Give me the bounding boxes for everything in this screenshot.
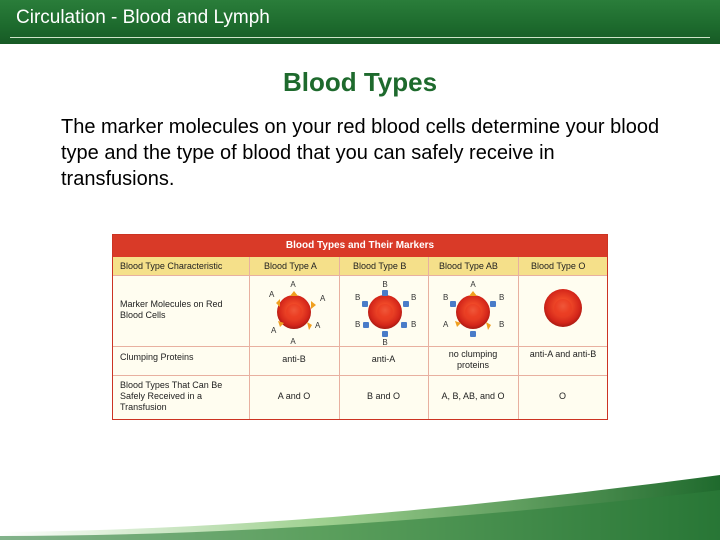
marker-a-icon [276, 299, 280, 307]
cell-clumping-ab: no clumping proteins [448, 349, 498, 370]
section-title-sub: - Blood and Lymph [105, 7, 270, 28]
svg-text:A: A [290, 337, 296, 346]
blood-types-table [112, 234, 608, 420]
table-header-type-o: Blood Type O [531, 261, 586, 271]
svg-text:B: B [355, 320, 361, 329]
cell-safe-ab: A, B, AB, and O [441, 391, 505, 401]
slide-title: Blood Types [282, 67, 438, 97]
marker-a-icon [307, 322, 312, 330]
svg-text:A: A [269, 290, 275, 299]
marker-a-icon [290, 291, 298, 296]
svg-text:B: B [382, 280, 388, 289]
svg-text:A: A [315, 321, 321, 330]
svg-text:A: A [470, 280, 476, 289]
svg-text:A: A [271, 326, 277, 335]
table-title: Blood Types and Their Markers [113, 235, 607, 257]
cell-safe-a: A and O [277, 391, 311, 401]
cell-clumping-a: anti-B [282, 354, 306, 364]
svg-text:B: B [355, 293, 361, 302]
cell-safe-o: O [558, 391, 566, 401]
table-header-type-b: Blood Type B [353, 261, 407, 271]
section-title-main: Circulation [16, 7, 106, 28]
red-blood-cells-illustration [249, 275, 607, 346]
table-header-type-ab: Blood Type AB [439, 261, 498, 271]
marker-a-icon [311, 301, 316, 309]
blood-cell-type-ab [443, 280, 504, 337]
body-text: The marker molecules on your red blood cells determine your blood type and the type of blood that you can safely receive in transfusions. [61, 116, 660, 190]
blood-cell-type-a [269, 280, 326, 346]
row-divider [113, 346, 607, 347]
table-header-characteristic: Blood Type Characteristic [120, 261, 223, 271]
svg-text:B: B [499, 293, 505, 302]
svg-text:B: B [443, 293, 449, 302]
svg-text:A: A [443, 320, 449, 329]
footer-band [0, 470, 720, 540]
section-title [16, 7, 270, 29]
blood-cell-type-b [355, 280, 416, 346]
svg-text:B: B [499, 320, 505, 329]
table-header-type-a: Blood Type A [264, 261, 317, 271]
blood-cell-type-o [544, 289, 582, 327]
cell-clumping-b: anti-A [371, 354, 396, 364]
cell-clumping-o: anti-A and anti-B [529, 349, 597, 359]
svg-text:A: A [320, 294, 326, 303]
row-label-clumping-proteins: Clumping Proteins [120, 352, 194, 362]
header-divider [10, 37, 710, 38]
row-divider [113, 375, 607, 376]
header-band [0, 0, 720, 44]
cell-safe-b: B and O [366, 391, 401, 401]
svg-text:B: B [382, 338, 388, 346]
row-label-marker-molecules: Marker Molecules on Red Blood Cells [120, 299, 223, 320]
marker-label-a: A [290, 280, 296, 289]
svg-text:B: B [411, 320, 417, 329]
row-label-safe-transfusion: Blood Types That Can Be Safely Received in a Transfusion [120, 380, 223, 412]
svg-text:B: B [411, 293, 417, 302]
